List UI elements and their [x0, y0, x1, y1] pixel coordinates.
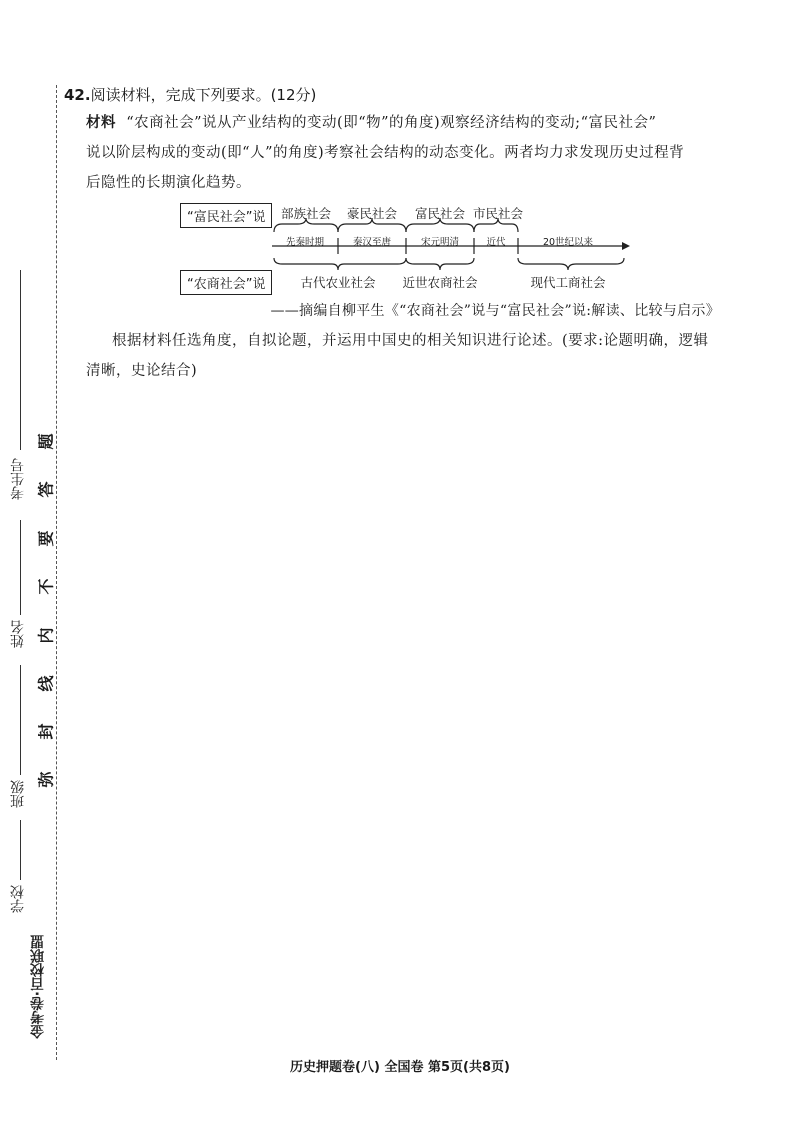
exam-number-label: 考生号 — [10, 458, 26, 500]
material-line-3: 后隐性的长期演化趋势。 — [86, 175, 251, 191]
timeline-arrow — [622, 242, 630, 250]
binding-dashed-line — [56, 85, 57, 1060]
question-number: 42. — [64, 86, 91, 104]
top-label: 富民社会 — [414, 206, 466, 221]
top-label: 豪民社会 — [346, 206, 398, 221]
school-label: 学校 — [10, 885, 26, 913]
bottom-label: 近世农商社会 — [402, 275, 478, 290]
material-line-2: 说以阶层构成的变动(即“人”的角度)考察社会结构的动态变化。两者均力求发现历史过程背 — [86, 145, 685, 161]
class-line — [20, 665, 21, 775]
source-citation: ——摘编自柳平生《“农商社会”说与“富民社会”说:解读、比较与启示》 — [270, 303, 720, 319]
bottom-label: 现代工商社会 — [530, 275, 606, 290]
top-label: 部族社会 — [280, 206, 332, 221]
material-line-1 — [86, 108, 726, 138]
question-instruction: 阅读材料，完成下列要求。(12分) — [90, 86, 317, 104]
task-line-1: 根据材料任选角度，自拟论题，并运用中国史的相关知识进行论述。(要求:论题明确，逻辑 — [112, 333, 709, 349]
period-label: 20世纪以来 — [542, 237, 594, 248]
brace-top — [338, 218, 406, 232]
top-label: 市民社会 — [472, 206, 524, 221]
warning-char: 题 — [36, 433, 56, 450]
name-label: 姓名 — [10, 620, 26, 648]
material-label: 材料 — [86, 115, 116, 131]
school-line — [20, 820, 21, 880]
period-label: 近代 — [486, 237, 506, 248]
period-label: 宋元明清 — [420, 237, 460, 248]
fumin-society-box: “富民社会”说 — [180, 203, 272, 228]
brace-top — [474, 218, 518, 232]
bottom-label: 古代农业社会 — [300, 275, 376, 290]
warning-char: 要 — [36, 530, 56, 547]
period-label: 先秦时期 — [285, 237, 325, 248]
question-header — [64, 84, 316, 105]
material-text-1: “农商社会”说从产业结构的变动(即“物”的角度)观察经济结构的变动;“富民社会” — [126, 115, 657, 131]
warning-char: 内 — [36, 627, 56, 644]
warning-char: 答 — [36, 481, 56, 498]
task-line-2: 清晰，史论结合) — [86, 363, 198, 379]
warning-char: 封 — [36, 723, 56, 740]
warning-char: 不 — [36, 578, 56, 595]
name-line — [20, 520, 21, 615]
nongshang-society-box: “农商社会”说 — [180, 270, 272, 295]
brace-top — [406, 218, 474, 232]
page-footer: 历史押题卷(八) 全国卷 第5页(共8页) — [290, 1060, 510, 1075]
brace-bottom — [518, 258, 624, 270]
period-label: 秦汉至唐 — [352, 237, 392, 248]
warning-char: 线 — [36, 675, 56, 692]
warning-char: 弥 — [36, 771, 56, 788]
brace-top — [274, 218, 338, 232]
league-label: 金考卷·百校联盟 — [30, 935, 46, 1039]
class-label: 班级 — [10, 780, 26, 808]
brace-bottom — [274, 258, 406, 270]
exam-number-line — [20, 270, 21, 450]
brace-bottom — [406, 258, 474, 270]
